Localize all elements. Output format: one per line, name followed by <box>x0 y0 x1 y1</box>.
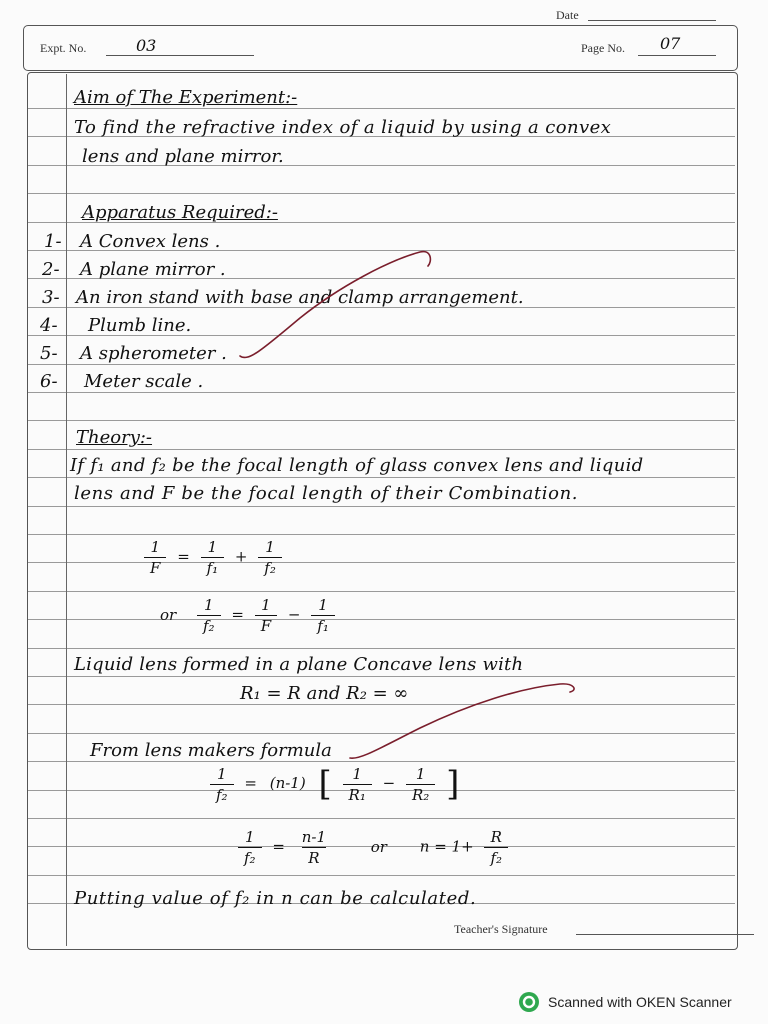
page-no-value: 07 <box>660 34 681 53</box>
aim-heading: Aim of The Experiment:- <box>74 87 298 108</box>
equation-f2: or $\frac{1}{\text{f₂}}$ = $\frac{1}{F}$ − $\frac{1}{\text{f₁}}$ <box>160 596 341 635</box>
apparatus-num-1: 1- <box>44 231 62 252</box>
equation-refractive-index: $\frac{1}{\text{f₂}}$ = $\frac{n-1}{R}$ or n = 1+ $\frac{R}{\text{f₂}}$ <box>232 828 514 867</box>
theory-line-1: If f₁ and f₂ be the focal length of glass convex lens and liquid <box>70 455 644 476</box>
apparatus-num-2: 2- <box>42 259 60 280</box>
page-no-label: Page No. <box>581 41 625 55</box>
apparatus-item-2: A plane mirror . <box>80 259 226 280</box>
apparatus-item-4: Plumb line. <box>88 315 192 336</box>
apparatus-num-4: 4- <box>40 315 58 336</box>
lens-makers-line: From lens makers formula <box>90 740 332 761</box>
liquid-lens-line: Liquid lens formed in a plane Concave lens with <box>74 654 524 675</box>
apparatus-item-5: A spherometer . <box>80 343 227 364</box>
equation-combination: $\frac{1}{F}$ = $\frac{1}{\text{f₁}}$ + $\frac{1}{\text{f₂}}$ <box>138 538 288 577</box>
date-label: Date <box>556 8 579 22</box>
theory-heading: Theory:- <box>76 427 153 448</box>
expt-no-label: Expt. No. <box>40 41 87 55</box>
apparatus-num-5: 5- <box>40 343 58 364</box>
conclusion-line: Putting value of f₂ in n can be calculated. <box>74 888 477 909</box>
check-mark-apparatus <box>240 252 430 358</box>
teacher-signature-line <box>576 934 754 935</box>
radii-line: R₁ = R and R₂ = ∞ <box>240 683 409 704</box>
equation-lens-makers: $\frac{1}{\text{f₂}}$ = (n-1) [ $\frac{1}{\text{R₁}}$ − $\frac{1}{\text{R₂}}$ ] <box>204 764 459 804</box>
apparatus-num-3: 3- <box>42 287 60 308</box>
apparatus-num-6: 6- <box>40 371 58 392</box>
apparatus-item-3: An iron stand with base and clamp arrangement. <box>76 287 524 308</box>
apparatus-item-6: Meter scale . <box>84 371 204 392</box>
scanner-text: Scanned with OKEN Scanner <box>548 994 732 1010</box>
theory-line-2: lens and F be the focal length of their Combination. <box>74 483 579 504</box>
aim-line-1: To find the refractive index of a liquid by using a convex <box>74 117 612 138</box>
apparatus-item-1: A Convex lens . <box>80 231 221 252</box>
expt-no-value: 03 <box>136 36 157 55</box>
scanner-watermark <box>518 991 732 1013</box>
scanner-logo-icon <box>518 991 540 1013</box>
aim-line-2: lens and plane mirror. <box>82 146 284 167</box>
teacher-signature-label: Teacher's Signature <box>454 922 548 936</box>
apparatus-heading: Apparatus Required:- <box>82 202 278 223</box>
check-mark-theory <box>350 684 574 758</box>
